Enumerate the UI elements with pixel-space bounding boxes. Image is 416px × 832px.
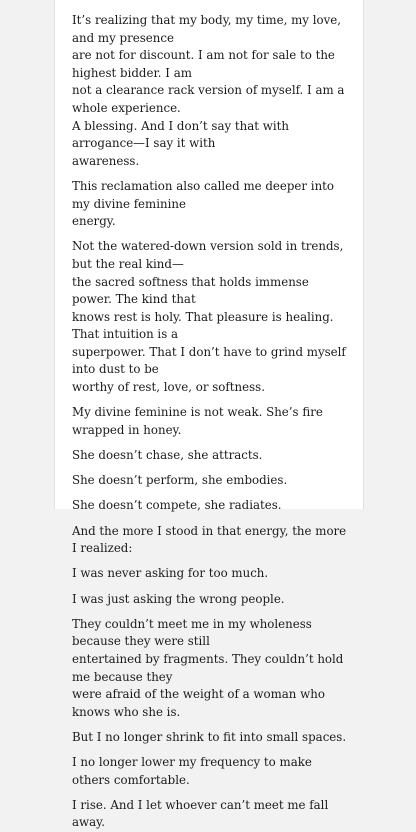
document-page <box>54 0 364 830</box>
paragraph: They couldn’t meet me in my wholeness because they were still entertained by fragments. They couldn’t hold me because they were afraid of the weight of a woman who knows who she is. <box>72 616 344 719</box>
paragraph: It’s realizing that my body, my time, my love, and my presence are not for discount. I am not for sale to the highest bidder. I am not a clearance rack version of myself. I am a whole experience. A blessing. And I don’t say that with arrogance—I say it with awareness. <box>72 13 345 168</box>
paragraph: Not the watered-down version sold in trends, but the real kind— the sacred softness that holds immense power. The kind that knows rest is holy. That pleasure is healing. That intuition is a superpower. That I don’t have to grind myself into dust to be worthy of rest, love, or softness. <box>72 239 346 395</box>
paragraph: I was just asking the wrong people. <box>72 591 285 606</box>
paragraph: I rise. And I let whoever can’t meet me fall away. <box>72 797 329 830</box>
paragraph: She doesn’t chase, she attracts. <box>72 448 263 463</box>
paragraph: She doesn’t perform, she embodies. <box>72 473 288 488</box>
paragraph: My divine feminine is not weak. She’s fire wrapped in honey. <box>72 405 323 437</box>
paragraph: And the more I stood in that energy, the more I realized: <box>72 523 347 556</box>
paragraph: I was never asking for too much. <box>72 566 269 581</box>
paragraph: I no longer lower my frequency to make others comfortable. <box>72 755 312 787</box>
paragraph: She doesn’t compete, she radiates. <box>72 498 282 513</box>
paragraph: This reclamation also called me deeper into my divine feminine energy. <box>72 178 335 229</box>
paragraph: But I no longer shrink to fit into small spaces. <box>72 729 347 744</box>
